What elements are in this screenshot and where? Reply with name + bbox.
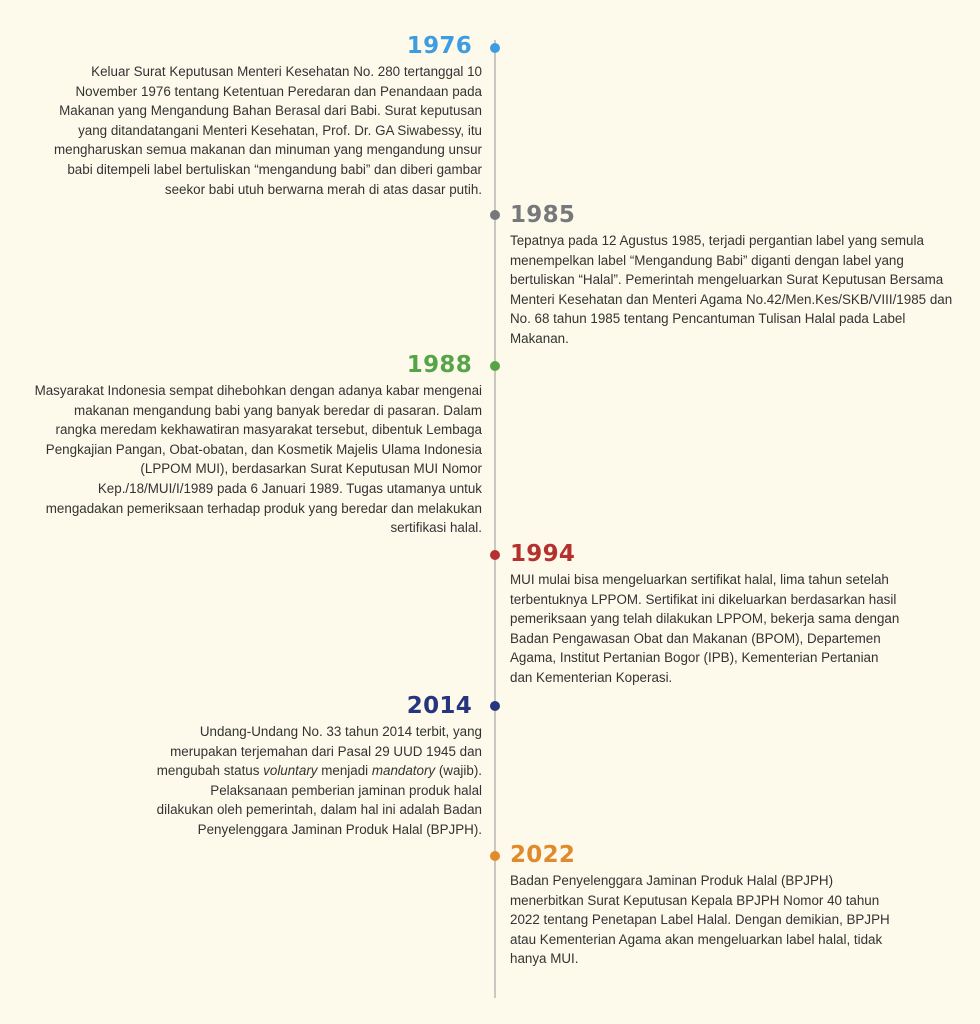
description-part: menjadi bbox=[317, 763, 372, 779]
timeline-entry-2014 bbox=[32, 692, 482, 840]
description-part: Undang-Undang No. 33 tahun 2014 terbit, yang merupakan terjemahan dari Pasal 29 UUD 1945 dan mengubah status bbox=[156, 724, 482, 779]
timeline-dot-1985 bbox=[490, 210, 500, 220]
year-label: 1976 bbox=[406, 33, 472, 59]
year-label: 1988 bbox=[406, 352, 472, 378]
timeline-entry-1985 bbox=[510, 201, 960, 349]
timeline-entry-1988 bbox=[32, 351, 482, 538]
timeline-dot-1988 bbox=[490, 361, 500, 371]
description-italic-voluntary: voluntary bbox=[263, 763, 318, 779]
entry-description: Keluar Surat Keputusan Menteri Kesehatan No. 280 tertanggal 10 November 1976 tentang Ketentuan Peredaran dan Penandaan pada Makanan yang Mengandung Bahan Berasal dari Babi. Surat keputusan yang ditandatangani Menteri Kesehatan, Prof. Dr. GA Siwabessy, itu mengharuskan semua makanan dan minuman yang mengandung unsur babi ditempeli label bertuliskan “mengandung babi” dan diberi gambar seekor babi utuh berwarna merah di atas dasar putih. bbox=[53, 64, 482, 197]
entry-description: Masyarakat Indonesia sempat dihebohkan dengan adanya kabar mengenai makanan mengandung babi yang banyak beredar di pasaran. Dalam rangka meredam kekhawatiran masyarakat tersebut, dibentuk Lembaga Pengkajian Pangan, Obat-obatan, dan Kosmetik Majelis Ulama Indonesia (LPPOM MUI), berdasarkan Surat Keputusan MUI Nomor Kep./18/MUI/I/1989 pada 6 Januari 1989. Tugas utamanya untuk mengadakan pemeriksaan terhadap produk yang beredar dan melakukan sertifikasi halal. bbox=[34, 383, 482, 536]
entry-description: MUI mulai bisa mengeluarkan sertifikat halal, lima tahun setelah terbentuknya LPPOM. Sertifikat ini dikeluarkan berdasarkan hasil pemeriksaan yang telah dilakukan LPPOM, bekerja sama dengan Badan Pengawasan Obat dan Makanan (BPOM), Departemen Agama, Institut Pertanian Bogor (IPB), Kementerian Pertanian dan Kementerian Koperasi. bbox=[510, 572, 900, 685]
description-part: (wajib). Pelaksanaan pemberian jaminan produk halal dilakukan oleh pemerintah, dalam hal ini adalah Badan Penyelenggara Jaminan Produk Halal (BPJPH). bbox=[156, 763, 482, 837]
timeline-entry-1976 bbox=[32, 32, 482, 199]
entry-description bbox=[152, 722, 482, 840]
year-label: 2014 bbox=[406, 693, 472, 719]
timeline-entry-2022 bbox=[510, 841, 960, 969]
entry-description: Tepatnya pada 12 Agustus 1985, terjadi pergantian label yang semula menempelkan label “Mengandung Babi” diganti dengan label yang bertuliskan “Halal”. Pemerintah mengeluarkan Surat Keputusan Bersama Menteri Kesehatan dan Menteri Agama No.42/Men.Kes/SKB/VIII/1985 dan No. 68 tahun 1985 tentang Pencantuman Tulisan Halal pada Label Makanan. bbox=[510, 233, 953, 346]
timeline-dot-1994 bbox=[490, 550, 500, 560]
timeline-dot-2014 bbox=[490, 701, 500, 711]
entry-description: Badan Penyelenggara Jaminan Produk Halal (BPJPH) menerbitkan Surat Keputusan Kepala BPJPH Nomor 40 tahun 2022 tentang Penetapan Label Halal. Dengan demikian, BPJPH atau Kementerian Agama akan mengeluarkan label halal, tidak hanya MUI. bbox=[510, 873, 890, 967]
year-label: 2022 bbox=[510, 842, 576, 868]
year-label: 1985 bbox=[510, 202, 576, 228]
timeline-dot-2022 bbox=[490, 851, 500, 861]
description-italic-mandatory: mandatory bbox=[371, 763, 436, 779]
timeline-dot-1976 bbox=[490, 43, 500, 53]
year-label: 1994 bbox=[510, 541, 576, 567]
timeline-entry-1994 bbox=[510, 540, 960, 688]
